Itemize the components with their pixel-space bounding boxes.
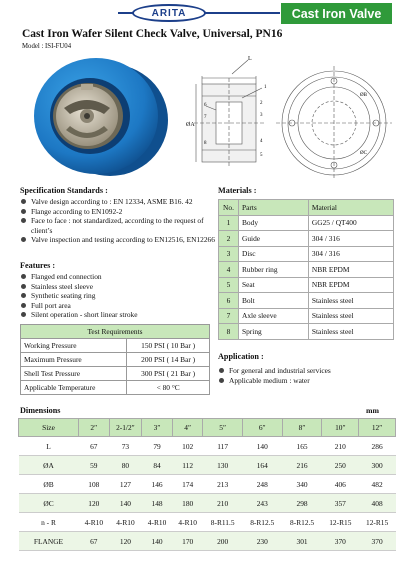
table-row [21,339,210,353]
table-row [219,262,394,278]
feature-item: Flanged end connection [20,272,218,282]
drawing-part-4: 4 [260,139,263,144]
materials-cell: Stainless steel [308,308,393,324]
materials-cell: 8 [219,324,239,340]
dimensions-cell: 67 [79,532,110,551]
materials-cell: Seat [239,277,309,293]
dimensions-cell: 4-R10 [172,513,203,532]
spec-item: Valve design according to : EN 12334, ASME B16. 42 [20,197,218,207]
dimensions-header-cell: 6″ [242,419,282,437]
spec-item: Face to face : not standardized, according to the request of client’s [20,216,218,235]
table-row [21,367,210,381]
materials-cell: Bolt [239,293,309,309]
materials-cell: Body [239,215,309,231]
drawing-part-7: 7 [204,115,207,120]
requirements-cell: Shell Test Pressure [21,367,127,381]
materials-cell: NBR EPDM [308,277,393,293]
materials-cell: 6 [219,293,239,309]
dimensions-header-cell: 8″ [282,419,322,437]
dimensions-header-cell: 3″ [142,419,173,437]
dimensions-cell: 8-R12.5 [282,513,322,532]
dimensions-cell: 112 [172,456,203,475]
dimensions-cell: 216 [282,456,322,475]
dimensions-cell: 140 [109,494,142,513]
valve-photo [24,56,172,178]
materials-cell: Stainless steel [308,293,393,309]
table-row [19,475,396,494]
dimensions-cell: 4-R10 [79,513,110,532]
dimensions-cell: 174 [172,475,203,494]
drawing-label-l: L [248,56,252,62]
table-row [219,324,394,340]
drawing-part-8: 8 [204,141,207,146]
application-item: For general and industrial services [218,366,398,376]
drawing-label-ob: ØB [360,93,367,98]
dimensions-cell: 4-R10 [142,513,173,532]
dimensions-cell: 12-R15 [359,513,396,532]
spec-heading: Specification Standards : [20,186,108,195]
materials-cell: Stainless steel [308,324,393,340]
materials-cell: Parts [239,200,309,216]
category-badge: Cast Iron Valve [281,3,392,24]
dimensions-cell: 130 [203,456,242,475]
materials-cell: 2 [219,231,239,247]
dimensions-cell: 127 [109,475,142,494]
table-row [19,437,396,456]
test-requirements-table [20,324,210,395]
table-row [219,308,394,324]
dimensions-cell: 67 [79,437,110,456]
dimensions-cell: 301 [282,532,322,551]
requirements-cell: Working Pressure [21,339,127,353]
dimensions-cell: 117 [203,437,242,456]
materials-cell: 5 [219,277,239,293]
dimensions-table [18,418,396,551]
dimensions-cell: ØC [19,494,79,513]
dimensions-cell: 164 [242,456,282,475]
table-row [19,456,396,475]
table-row [219,293,394,309]
dimensions-cell: 286 [359,437,396,456]
dimensions-cell: 8-R12.5 [242,513,282,532]
table-row [21,381,210,395]
materials-cell: Rubber ring [239,262,309,278]
dimensions-cell: 180 [172,494,203,513]
dimensions-cell: 59 [79,456,110,475]
materials-table [218,199,394,340]
dimensions-header-cell: 4″ [172,419,203,437]
dimensions-unit: mm [366,406,379,415]
valve-cross-section-drawing [176,54,392,182]
drawing-part-6: 6 [204,103,207,108]
table-row [19,513,396,532]
drawing-label-oa: ØA [186,122,195,128]
dimensions-heading: Dimensions [20,406,61,415]
materials-cell: Material [308,200,393,216]
dimensions-header-cell: 12″ [359,419,396,437]
dimensions-header-cell: 10″ [322,419,359,437]
dimensions-cell: 170 [172,532,203,551]
dimensions-cell: 108 [79,475,110,494]
dimensions-cell: 408 [359,494,396,513]
dimensions-cell: ØA [19,456,79,475]
materials-cell: Axle sleeve [239,308,309,324]
table-row [21,353,210,367]
application-item: Applicable medium : water [218,376,398,386]
feature-item: Silent operation - short linear stroke [20,310,218,320]
dimensions-cell: 140 [242,437,282,456]
table-row [219,277,394,293]
materials-cell: 304 / 316 [308,231,393,247]
requirements-cell: 300 PSI ( 21 Bar ) [127,367,210,381]
dimensions-cell: 4-R10 [109,513,142,532]
dimensions-cell: 200 [203,532,242,551]
feature-item: Synthetic seating ring [20,291,218,301]
dimensions-cell: 12-R15 [322,513,359,532]
dimensions-cell: 300 [359,456,396,475]
materials-cell: 4 [219,262,239,278]
dimensions-cell: 80 [109,456,142,475]
materials-cell: Disc [239,246,309,262]
dimensions-header-row [19,419,396,437]
dimensions-cell: 248 [242,475,282,494]
materials-heading: Materials : [218,186,257,195]
dimensions-cell: ØB [19,475,79,494]
table-row [219,246,394,262]
dimensions-cell: 84 [142,456,173,475]
dimensions-cell: 102 [172,437,203,456]
dimensions-cell: 370 [322,532,359,551]
feature-item: Stainless steel sleeve [20,282,218,292]
dimensions-header-cell: 2-1/2″ [109,419,142,437]
features-heading: Features : [20,261,56,270]
materials-cell: 1 [219,215,239,231]
application-list [218,366,398,385]
spec-list [20,197,218,245]
test-requirements-title: Test Requirements [21,325,210,339]
product-title: Cast Iron Wafer Silent Check Valve, Universal, PN16 [22,28,283,40]
dimensions-cell: L [19,437,79,456]
drawing-label-oc: ØC [360,151,367,156]
dimensions-cell: 146 [142,475,173,494]
dimensions-header-cell: Size [19,419,79,437]
model-number: Model : ISI-FU04 [22,43,72,50]
materials-cell: 304 / 316 [308,246,393,262]
materials-cell: NBR EPDM [308,262,393,278]
dimensions-cell: 357 [322,494,359,513]
drawing-part-3: 3 [260,113,263,118]
dimensions-header-cell: 5″ [203,419,242,437]
spec-item: Flange according to EN1092-2 [20,207,218,217]
dimensions-cell: 340 [282,475,322,494]
dimensions-cell: 243 [242,494,282,513]
features-list [20,272,218,320]
dimensions-cell: 8-R11.5 [203,513,242,532]
dimensions-cell: 213 [203,475,242,494]
dimensions-cell: 370 [359,532,396,551]
materials-cell: Spring [239,324,309,340]
dimensions-cell: 210 [203,494,242,513]
dimensions-cell: 140 [142,532,173,551]
dimensions-cell: 406 [322,475,359,494]
dimensions-cell: 120 [79,494,110,513]
brand-logo: ARITA [132,4,206,22]
materials-cell: No. [219,200,239,216]
materials-cell: Guide [239,231,309,247]
requirements-cell: Maximum Pressure [21,353,127,367]
dimensions-cell: 79 [142,437,173,456]
requirements-cell: 200 PSI ( 14 Bar ) [127,353,210,367]
application-heading: Application : [218,352,264,361]
materials-cell: 3 [219,246,239,262]
dimensions-cell: 210 [322,437,359,456]
dimensions-cell: 73 [109,437,142,456]
materials-cell: GG25 / QT400 [308,215,393,231]
requirements-cell: Applicable Temperature [21,381,127,395]
dimensions-cell: 165 [282,437,322,456]
drawing-part-5: 5 [260,153,263,158]
dimensions-cell: FLANGE [19,532,79,551]
requirements-cell: < 80 °C [127,381,210,395]
table-row [19,494,396,513]
table-row [219,215,394,231]
spec-item: Valve inspection and testing according to EN12516, EN12266 [20,235,218,245]
requirements-cell: 150 PSI ( 10 Bar ) [127,339,210,353]
table-row [19,532,396,551]
dimensions-header-cell: 2″ [79,419,110,437]
drawing-part-2: 2 [260,101,263,106]
dimensions-cell: 250 [322,456,359,475]
dimensions-cell: 120 [109,532,142,551]
materials-cell: 7 [219,308,239,324]
dimensions-cell: 482 [359,475,396,494]
table-row [219,231,394,247]
dimensions-cell: 148 [142,494,173,513]
dimensions-cell: 230 [242,532,282,551]
drawing-part-1: 1 [264,85,267,90]
dimensions-cell: n - R [19,513,79,532]
dimensions-cell: 298 [282,494,322,513]
feature-item: Full port area [20,301,218,311]
